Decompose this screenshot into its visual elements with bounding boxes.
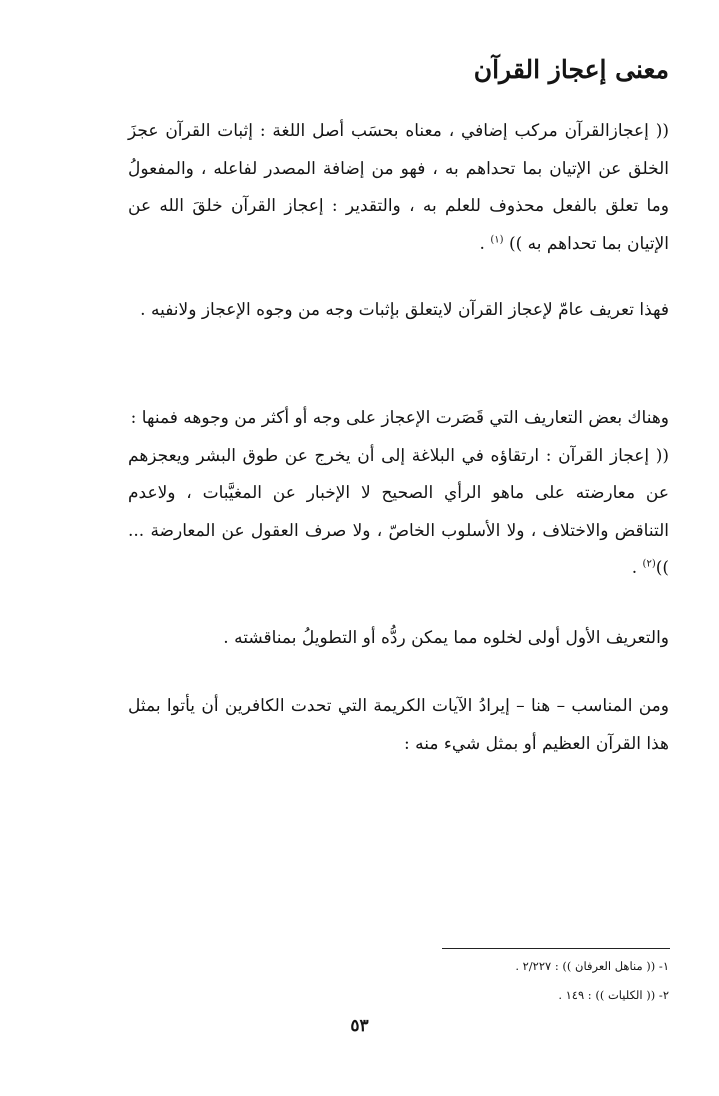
footnote-divider	[442, 948, 670, 949]
page-number: ٥٣	[350, 1016, 369, 1036]
restricted-intro: وهناك بعض التعاريف التي قَصَرت الإعجاز على وجه أو أكثر من وجوهه فمنها :	[130, 408, 669, 428]
definition-text: (( إعجازالقرآن مركب إضافي ، معناه بحسَب أصل اللغة : إثبات القرآن عجزَ الخلق عن الإتيان بما تحداهم به ، فهو من إضافة المصدر لفاعله ، والمفعولُ وما تعلق بالفعل محذوف للعلم به ، والتقدير : إعجاز القرآن خلقَ الله عن الإتيان بما تحداهم به ))	[128, 121, 669, 254]
restricted-definition-block	[128, 400, 669, 588]
transition-paragraph: ومن المناسب – هنا – إيرادُ الآيات الكريمة التي تحدت الكافرين أن يأتوا بمثل هذا القرآن العظيم أو بمثل شيء منه :	[128, 696, 669, 754]
definition-end: .	[479, 233, 491, 254]
footnote-ref-2[interactable]: (٢)	[642, 558, 656, 570]
restricted-end: .	[631, 558, 643, 578]
page-title: معنى إعجاز القرآن	[473, 55, 669, 84]
footnote-2: ٢- (( الكليات )) : ١٤٩ .	[558, 988, 669, 1002]
general-definition-paragraph: فهذا تعريف عامّ لإعجاز القرآن لايتعلق بإثبات وجه من وجوه الإعجاز ولانفيه .	[140, 300, 669, 320]
definition-paragraph	[128, 113, 669, 263]
preference-paragraph: والتعريف الأول أولى لخلوه مما يمكن ردُّه أو التطويلُ بمناقشته .	[223, 628, 669, 648]
footnote-ref-1[interactable]: (١)	[490, 233, 504, 245]
restricted-quote: (( إعجاز القرآن : ارتقاؤه في البلاغة إلى أن يخرج عن طوق البشر ويعجزهم عن معارضته على ماهو الرأي الصحيح لا الإخبار عن المغيَّبات ، ولاعدم التناقض والاختلاف ، ولا الأسلوب الخاصّ ، ولا صرف العقول عن المعارضة ... ))	[128, 445, 669, 578]
footnote-1: ١- (( مناهل العرفان )) : ٢/٢٢٧ .	[515, 959, 669, 973]
